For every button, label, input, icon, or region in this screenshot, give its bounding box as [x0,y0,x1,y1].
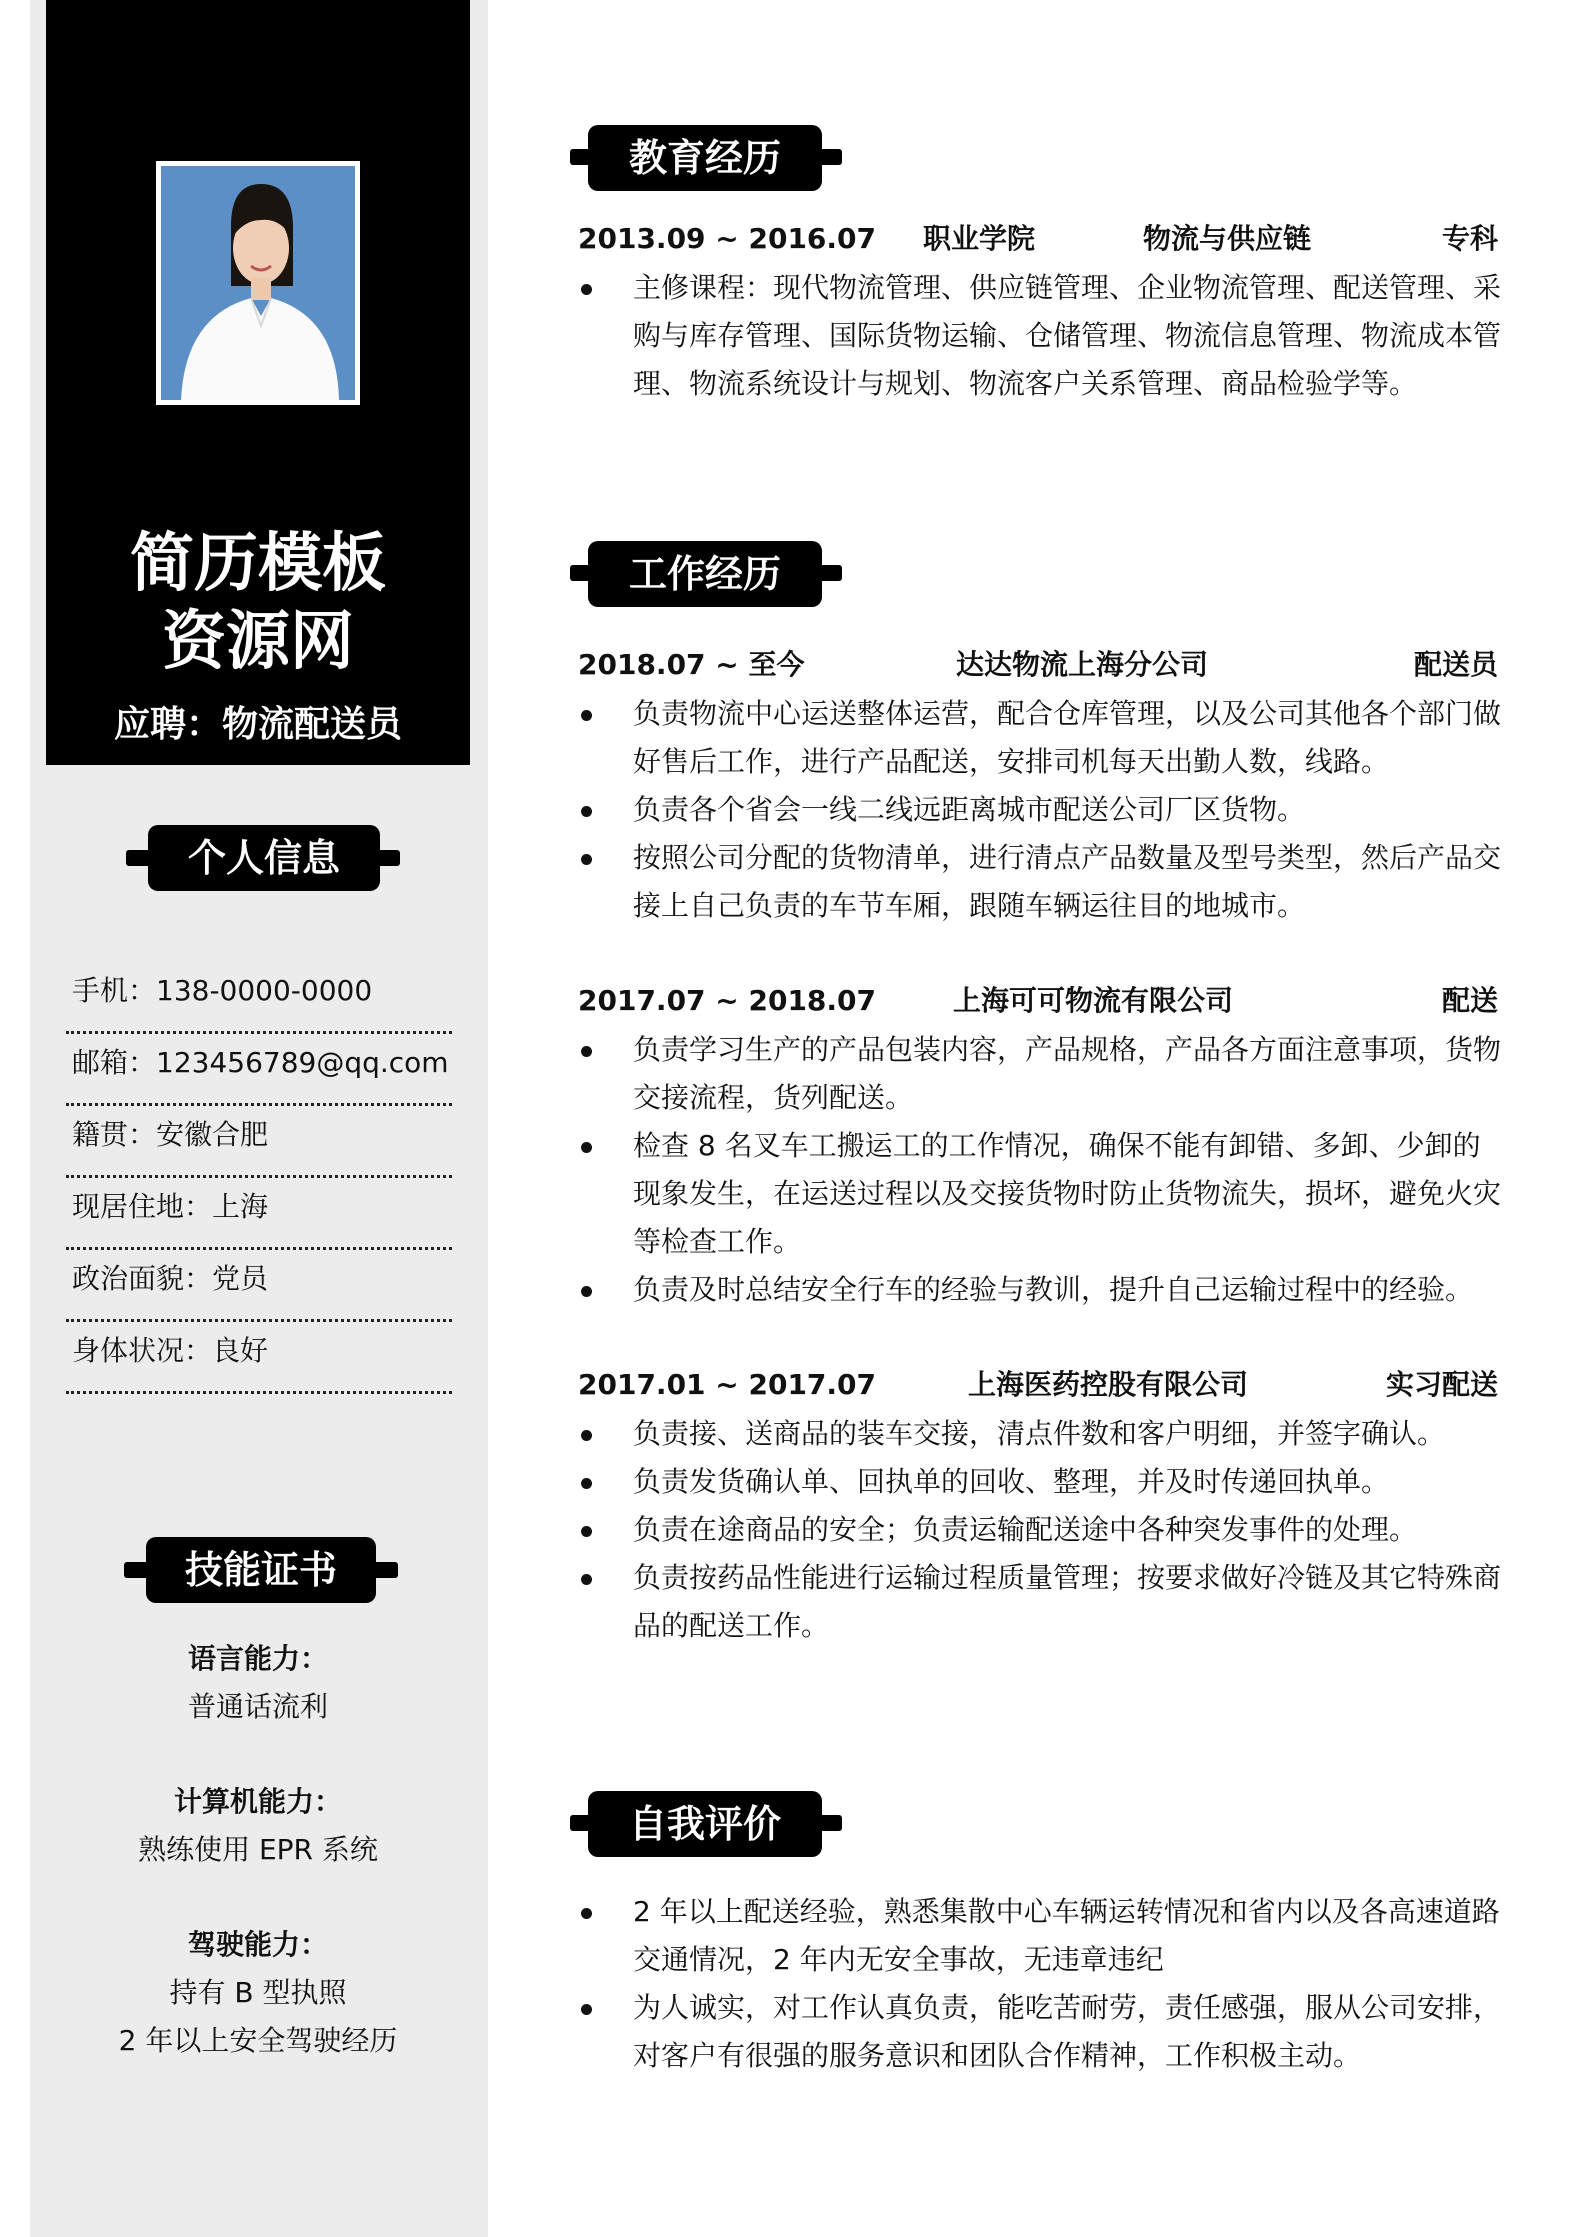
list-item: 负责物流中心运送整体运营，配合仓库管理，以及公司其他各个部门做好售后工作，进行产品配送，安排司机每天出勤人数，线路。 [578,690,1508,786]
work-position: 配送 [1441,984,1498,1017]
work-period: 2018.07 ~ 至今 [578,648,805,681]
bullet-icon [581,1526,592,1537]
work-duties [578,690,1508,930]
bullet-icon [581,1574,592,1585]
list-item: 主修课程：现代物流管理、供应链管理、企业物流管理、配送管理、采购与库存管理、国际货物运输、仓储管理、物流信息管理、物流成本管理、物流系统设计与规划、物流客户关系管理、商品检验学等。 [578,264,1508,408]
info-political: 政治面貌：党员 [66,1250,452,1322]
name-line-1: 简历模板 [130,527,386,601]
work-heading: 工作经历 [588,541,822,607]
work-period: 2017.07 ~ 2018.07 [578,984,877,1017]
list-item: 负责各个省会一线二线远距离城市配送公司厂区货物。 [578,786,1508,834]
bullet-icon [581,854,592,865]
list-item: 为人诚实，对工作认真负责，能吃苦耐劳，责任感强，服从公司安排，对客户有很强的服务意识和团队合作精神，工作积极主动。 [578,1984,1508,2080]
skill-computer [46,1778,470,1874]
info-health: 身体状况：良好 [66,1322,452,1394]
work-entry-header [578,1362,1498,1408]
info-phone: 手机：138-0000-0000 [66,962,452,1034]
work-entry-header [578,642,1498,688]
bullet-icon [581,1478,592,1489]
avatar [156,161,360,405]
list-item: 检查 8 名叉车工搬运工的工作情况，确保不能有卸错、多卸、少卸的现象发生，在运送过程以及交接货物时防止货物流失，损坏，避免火灾等检查工作。 [578,1122,1508,1266]
list-item: 负责及时总结安全行车的经验与教训，提升自己运输过程中的经验。 [578,1266,1508,1314]
skill-title: 语言能力： [187,1642,328,1675]
skill-title: 计算机能力： [173,1785,342,1818]
skill-language [46,1635,470,1731]
skill-detail: 熟练使用 EPR 系统 [138,1833,378,1866]
work-duties [578,1410,1508,1650]
work-company: 上海医药控股有限公司 [968,1368,1249,1401]
education-major: 物流与供应链 [1143,222,1312,255]
list-item: 负责按药品性能进行运输过程质量管理；按要求做好冷链及其它特殊商品的配送工作。 [578,1554,1508,1650]
personal-info-list [66,962,452,1394]
list-item: 按照公司分配的货物清单，进行清点产品数量及型号类型，然后产品交接上自己负责的车节车厢，跟随车辆运往目的地城市。 [578,834,1508,930]
work-duties [578,1026,1508,1314]
skill-detail: 普通话流利 [187,1690,328,1723]
skills-heading: 技能证书 [146,1537,376,1603]
work-company: 达达物流上海分公司 [956,648,1209,681]
apply-position: 应聘：物流配送员 [113,704,402,745]
skill-detail: 持有 B 型执照 [169,1976,347,2009]
list-item: 2 年以上配送经验，熟悉集散中心车辆运转情况和省内以及各高速道路交通情况，2 年内无安全事故，无违章违纪 [578,1888,1508,1984]
bullet-icon [581,806,592,817]
bullet-icon [581,1430,592,1441]
list-item: 负责学习生产的产品包装内容，产品规格，产品各方面注意事项，货物交接流程，货列配送。 [578,1026,1508,1122]
info-hometown: 籍贯：安徽合肥 [66,1106,452,1178]
work-company: 上海可可物流有限公司 [953,984,1234,1017]
skill-driving [46,1921,470,2065]
work-period: 2017.01 ~ 2017.07 [578,1368,877,1401]
self-eval-heading: 自我评价 [588,1791,822,1857]
bullet-icon [581,2004,592,2015]
education-school: 职业学院 [923,222,1036,255]
bullet-icon [581,1142,592,1153]
bullet-icon [581,710,592,721]
personal-info-heading: 个人信息 [148,825,380,891]
education-entry-header [578,216,1498,262]
bullet-icon [581,284,592,295]
work-position: 实习配送 [1385,1368,1498,1401]
work-entry-header [578,978,1498,1024]
self-eval-list [578,1888,1508,2080]
info-email: 邮箱：123456789@qq.com [66,1034,452,1106]
education-degree: 专科 [1441,222,1498,255]
portrait-photo [161,166,355,400]
list-item: 负责发货确认单、回执单的回收、整理，并及时传递回执单。 [578,1458,1508,1506]
education-period: 2013.09 ~ 2016.07 [578,222,877,255]
info-residence: 现居住地：上海 [66,1178,452,1250]
skill-title: 驾驶能力： [187,1928,328,1961]
candidate-name [46,525,470,681]
education-heading: 教育经历 [588,125,822,191]
bullet-icon [581,1046,592,1057]
skills-list [46,1635,470,2112]
education-courses [578,264,1508,408]
bullet-icon [581,1908,592,1919]
name-line-2: 资源网 [162,605,354,679]
list-item: 负责接、送商品的装车交接，清点件数和客户明细，并签字确认。 [578,1410,1508,1458]
bullet-icon [581,1286,592,1297]
skill-detail: 2 年以上安全驾驶经历 [118,2024,398,2057]
work-position: 配送员 [1413,648,1498,681]
list-item: 负责在途商品的安全；负责运输配送途中各种突发事件的处理。 [578,1506,1508,1554]
